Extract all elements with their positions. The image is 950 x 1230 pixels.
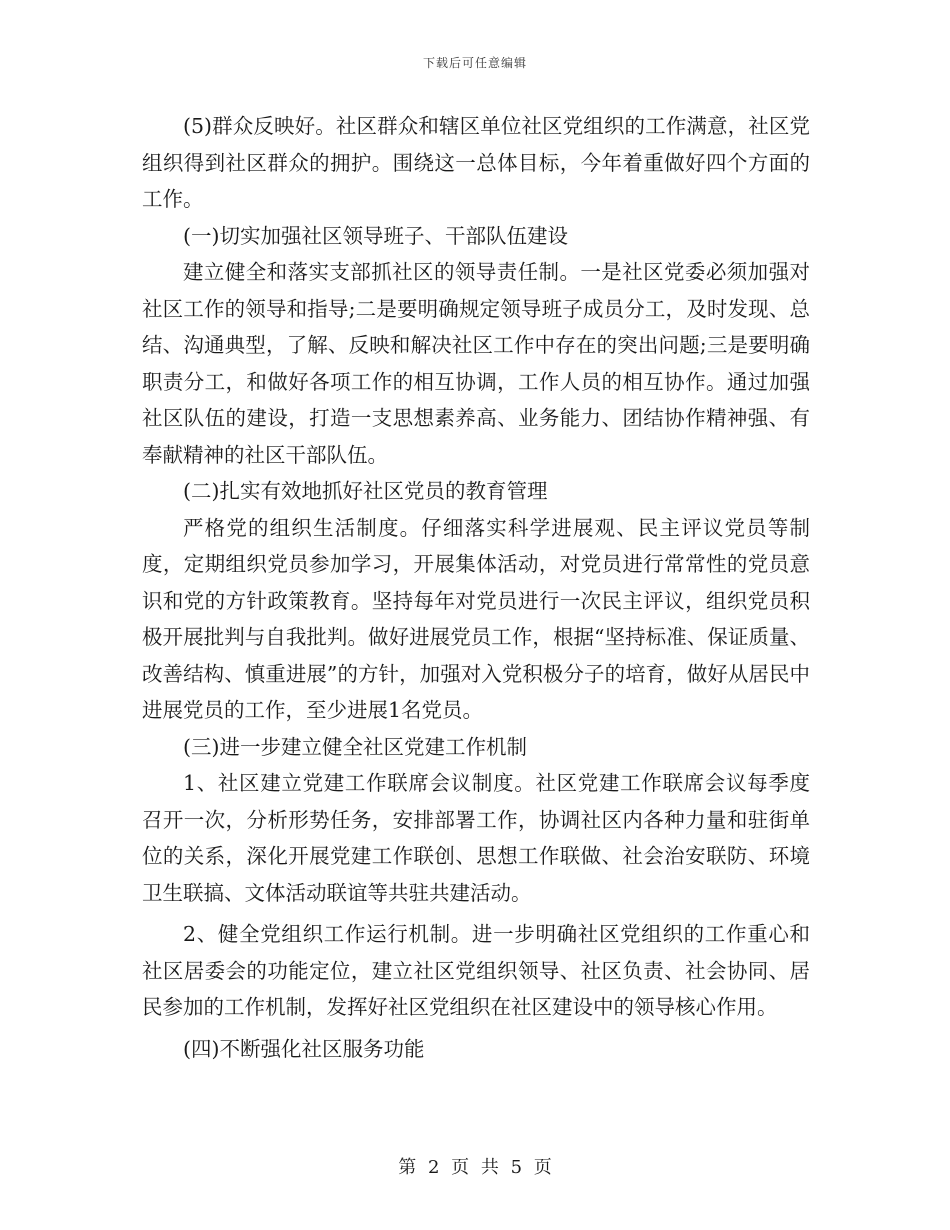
- page-number: 第 2 页 共 5 页: [398, 1157, 552, 1178]
- paragraph-goal-5: (5)群众反映好。社区群众和辖区单位社区党组织的工作满意，社区党组织得到社区群众的拥护。围绕这一总体目标，今年着重做好四个方面的工作。: [142, 114, 810, 211]
- document-body: [142, 108, 810, 1067]
- section-heading-4: (四)不断强化社区服务功能: [183, 1036, 425, 1061]
- page-header: 下载后可任意编辑: [422, 56, 527, 70]
- section-heading-1: (一)切实加强社区领导班子、干部队伍建设: [183, 223, 568, 248]
- section-heading-2: (二)扎实有效地抓好社区党员的教育管理: [183, 479, 548, 503]
- section-heading-3: (三)进一步建立健全社区党建工作机制: [183, 734, 527, 759]
- paragraph-mechanism-1: 1、社区建立党建工作联席会议制度。社区党建工作联席会议每季度召开一次，分析形势任务，安排部署工作，协调社区内各种力量和驻街单位的关系，深化开展党建工作联创、思想工作联做、社会治安联防、环境卫生联搞、文体活动联谊等共驻共建活动。: [142, 771, 810, 905]
- paragraph-leadership: 建立健全和落实支部抓社区的领导责任制。一是社区党委必须加强对社区工作的领导和指导;二是要明确规定领导班子成员分工，及时发现、总结、沟通典型，了解、反映和解决社区工作中存在的突出问题;三是要明确职责分工，和做好各项工作的相互协调，工作人员的相互协作。通过加强社区队伍的建设，打造一支思想素养高、业务能力、团结协作精神强、有奉献精神的社区干部队伍。: [142, 260, 810, 467]
- paragraph-education: 严格党的组织生活制度。仔细落实科学进展观、民主评议党员等制度，定期组织党员参加学习，开展集体活动，对党员进行常常性的党员意识和党的方针政策教育。坚持每年对党员进行一次民主评议，组织党员积极开展批判与自我批判。做好进展党员工作，根据“坚持标准、保证质量、改善结构、慎重进展”的方针，加强对入党积极分子的培育，做好从居民中进展党员的工作，至少进展1名党员。: [142, 515, 810, 722]
- paragraph-mechanism-2: 2、健全党组织工作运行机制。进一步明确社区党组织的工作重心和社区居委会的功能定位，建立社区党组织领导、社区负责、社会协同、居民参加的工作机制，发挥好社区党组织在社区建设中的领导核心作用。: [142, 922, 810, 1019]
